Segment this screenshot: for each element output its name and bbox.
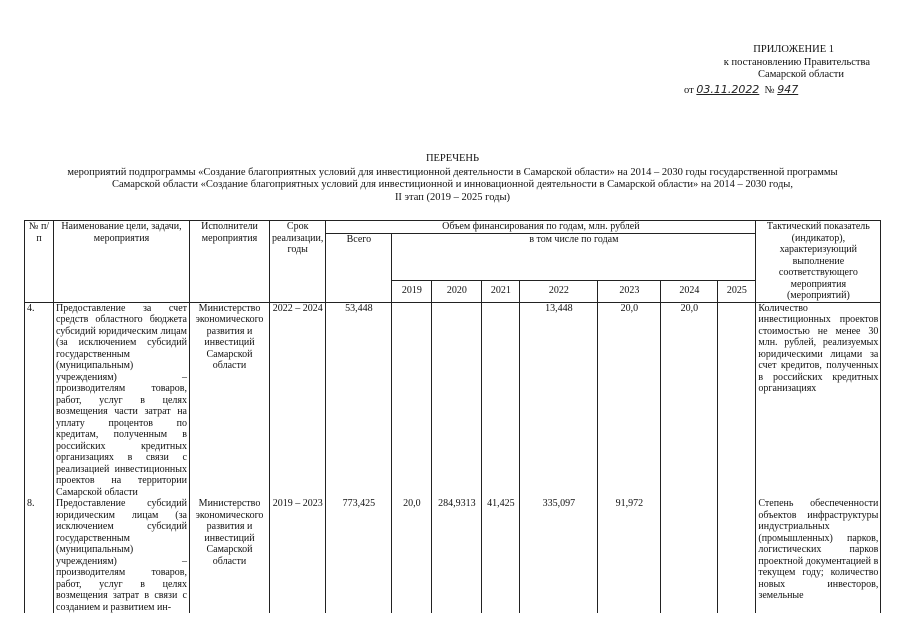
- header-num: № п/п: [25, 221, 54, 303]
- row-num: 4.: [25, 302, 54, 498]
- row-value-2019: 20,0: [392, 498, 432, 613]
- row-name: Предоставление субсидий юридическим лицам (за исключением субсидий государственным (муниципальным) учреждениям) – производителям товаров, работ, услуг в целях возмещения затрат в связи с созданием и развитием ин-: [54, 498, 190, 613]
- header-finance: Объем финансирования по годам, млн. рублей: [326, 221, 756, 234]
- row-value-2023: 20,0: [598, 302, 661, 498]
- row-value-2023: 91,972: [598, 498, 661, 613]
- header-year-2024: 2024: [661, 280, 718, 302]
- header-year-2022: 2022: [520, 280, 598, 302]
- header-total: Всего: [326, 233, 392, 302]
- table-row: [25, 498, 881, 613]
- number-prefix: №: [764, 84, 775, 96]
- row-value-2020: 284,9313: [432, 498, 482, 613]
- date-prefix: от: [684, 84, 694, 96]
- row-value-2019: [392, 302, 432, 498]
- date-value: 03.11.2022: [696, 82, 760, 96]
- header-year-2021: 2021: [482, 280, 520, 302]
- header-year-2019: 2019: [392, 280, 432, 302]
- row-value-2020: [432, 302, 482, 498]
- header-year-2020: 2020: [432, 280, 482, 302]
- annex-block: [660, 44, 870, 97]
- row-num: 8.: [25, 498, 54, 613]
- row-value-2021: [482, 302, 520, 498]
- row-total: 53,448: [326, 302, 392, 498]
- annex-line-3: Самарской области: [758, 69, 844, 80]
- heading-line-1: мероприятий подпрограммы «Создание благоприятных условий для инвестиционной деятельности в Самарской области» на 2014 – 2030 годы государственной программы: [67, 166, 838, 178]
- row-name: Предоставление за счет средств областного бюджета субсидий юридическим лицам (за исключением субсидий государственным (муниципальным) учреждениям) – производителям товаров, работ, услуг в целях возмещения части затрат на уплату процентов по кредитам, полученным в российских кредитных организациях в связи с реализацией инвестиционных проектов на территории Самарской области: [54, 302, 190, 498]
- row-value-2021: 41,425: [482, 498, 520, 613]
- row-value-2025: [718, 302, 756, 498]
- heading-line-2: Самарской области «Создание благоприятных условий для инвестиционной и инновационной деятельности в Самарской области» на 2014 – 2030 годы,: [112, 179, 793, 190]
- heading-title: ПЕРЕЧЕНЬ: [425, 153, 480, 164]
- row-term: 2022 – 2024: [270, 302, 326, 498]
- row-exec: Министерство экономического развития и инвестиций Самарской области: [190, 302, 270, 498]
- measures-table: [24, 220, 881, 613]
- row-exec: Министерство экономического развития и инвестиций Самарской области: [190, 498, 270, 613]
- annex-title: ПРИЛОЖЕНИЕ 1: [753, 44, 834, 55]
- header-year-2025: 2025: [718, 280, 756, 302]
- document-heading: [40, 153, 865, 204]
- row-term: 2019 – 2023: [270, 498, 326, 613]
- header-exec: Исполнители мероприятия: [190, 221, 270, 303]
- number-value: 947: [777, 82, 799, 96]
- header-term: Срок реализации, годы: [270, 221, 326, 303]
- annex-date-line: [660, 84, 870, 98]
- heading-line-3: II этап (2019 – 2025 годы): [394, 191, 511, 203]
- table-row: [25, 302, 881, 498]
- header-including: в том числе по годам: [392, 233, 756, 280]
- row-indicator: Степень обеспеченности объектов инфраструктуры индустриальных (промышленных) парков, логистических парков проектной документацией в текущем году; количество новых инвесторов, земельные: [756, 498, 881, 613]
- row-value-2022: 335,097: [520, 498, 598, 613]
- annex-line-2: к постановлению Правительства: [723, 56, 870, 68]
- row-total: 773,425: [326, 498, 392, 613]
- row-value-2024: 20,0: [661, 302, 718, 498]
- row-value-2022: 13,448: [520, 302, 598, 498]
- row-value-2024: [661, 498, 718, 613]
- header-indicator: Тактический показатель (индикатор), характеризующий выполнение соответствующего мероприятия (мероприятий): [756, 221, 881, 303]
- header-name: Наименование цели, задачи, мероприятия: [54, 221, 190, 303]
- header-year-2023: 2023: [598, 280, 661, 302]
- row-indicator: Количество инвестиционных проектов стоимостью не менее 30 млн. рублей, реализуемых юридическими лицами за счет кредитов, полученных в российских кредитных организациях: [756, 302, 881, 498]
- row-value-2025: [718, 498, 756, 613]
